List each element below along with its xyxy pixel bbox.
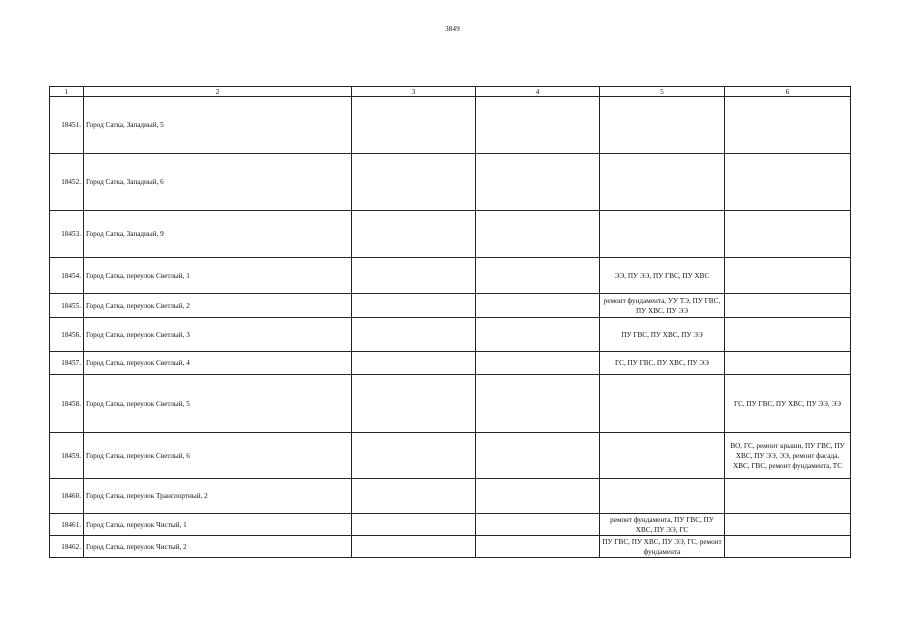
cell-col-4	[476, 97, 600, 154]
cell-col-5	[600, 433, 725, 479]
cell-col-4	[476, 375, 600, 433]
cell-col-3	[352, 318, 476, 352]
cell-col-5: ЭЭ, ПУ ЭЭ, ПУ ГВС, ПУ ХВС	[600, 258, 725, 294]
cell-col-6	[725, 514, 851, 536]
table-row	[50, 479, 851, 514]
row-number: 18460.	[50, 479, 84, 514]
cell-col-3	[352, 154, 476, 211]
row-number: 18457.	[50, 352, 84, 375]
column-header-2: 2	[84, 87, 352, 97]
column-header-4: 4	[476, 87, 600, 97]
cell-col-6: ВО, ГС, ремонт крыши, ПУ ГВС, ПУ ХВС, ПУ ЭЭ, ЭЭ, ремонт фасада, ХВС, ГВС, ремонт фундамента, ТС	[725, 433, 851, 479]
cell-col-6	[725, 294, 851, 318]
cell-col-3	[352, 294, 476, 318]
table-row	[50, 154, 851, 211]
cell-col-5	[600, 211, 725, 258]
cell-col-3	[352, 479, 476, 514]
row-address: Город Сатка, переулок Светлый, 4	[84, 352, 352, 375]
cell-col-3	[352, 97, 476, 154]
table-row	[50, 375, 851, 433]
row-address: Город Сатка, переулок Светлый, 3	[84, 318, 352, 352]
cell-col-5	[600, 154, 725, 211]
row-address: Город Сатка, переулок Светлый, 1	[84, 258, 352, 294]
row-address: Город Сатка, переулок Светлый, 2	[84, 294, 352, 318]
cell-col-4	[476, 433, 600, 479]
cell-col-6	[725, 536, 851, 558]
cell-col-6	[725, 211, 851, 258]
column-header-3: 3	[352, 87, 476, 97]
cell-col-4	[476, 211, 600, 258]
row-address: Город Сатка, Западный, 5	[84, 97, 352, 154]
cell-col-5: ремонт фундамента, УУ ТЭ, ПУ ГВС, ПУ ХВС, ПУ ЭЭ	[600, 294, 725, 318]
cell-col-4	[476, 294, 600, 318]
cell-col-3	[352, 352, 476, 375]
cell-col-4	[476, 318, 600, 352]
cell-col-6	[725, 352, 851, 375]
row-address: Город Сатка, переулок Чистый, 1	[84, 514, 352, 536]
row-number: 18461.	[50, 514, 84, 536]
cell-col-4	[476, 479, 600, 514]
row-number: 18454.	[50, 258, 84, 294]
cell-col-3	[352, 211, 476, 258]
page-number: 3849	[445, 25, 460, 33]
cell-col-3	[352, 536, 476, 558]
cell-col-6	[725, 479, 851, 514]
row-address: Город Сатка, Западный, 6	[84, 154, 352, 211]
row-number: 18462.	[50, 536, 84, 558]
cell-col-6: ГС, ПУ ГВС, ПУ ХВС, ПУ ЭЭ, ЭЭ	[725, 375, 851, 433]
table-row	[50, 318, 851, 352]
table-row	[50, 514, 851, 536]
cell-col-5	[600, 375, 725, 433]
table-row	[50, 258, 851, 294]
cell-col-3	[352, 514, 476, 536]
cell-col-6	[725, 97, 851, 154]
cell-col-4	[476, 352, 600, 375]
cell-col-3	[352, 433, 476, 479]
cell-col-5: ПУ ГВС, ПУ ХВС, ПУ ЭЭ, ГС, ремонт фундамента	[600, 536, 725, 558]
cell-col-5	[600, 479, 725, 514]
cell-col-4	[476, 258, 600, 294]
table-row	[50, 211, 851, 258]
row-address: Город Сатка, переулок Светлый, 5	[84, 375, 352, 433]
column-header-6: 6	[725, 87, 851, 97]
table-row	[50, 536, 851, 558]
cell-col-5: ПУ ГВС, ПУ ХВС, ПУ ЭЭ	[600, 318, 725, 352]
row-number: 18456.	[50, 318, 84, 352]
row-number: 18459.	[50, 433, 84, 479]
column-header-5: 5	[600, 87, 725, 97]
cell-col-5: ремонт фундамента, ПУ ГВС, ПУ ХВС, ПУ ЭЭ, ГС	[600, 514, 725, 536]
cell-col-5	[600, 97, 725, 154]
column-header-1: 1	[50, 87, 84, 97]
table-row	[50, 97, 851, 154]
row-address: Город Сатка, переулок Чистый, 2	[84, 536, 352, 558]
row-number: 18452.	[50, 154, 84, 211]
cell-col-3	[352, 375, 476, 433]
cell-col-5: ГС, ПУ ГВС, ПУ ХВС, ПУ ЭЭ	[600, 352, 725, 375]
cell-col-4	[476, 154, 600, 211]
table-row	[50, 352, 851, 375]
table-row	[50, 433, 851, 479]
cell-col-6	[725, 258, 851, 294]
cell-col-6	[725, 154, 851, 211]
registry-table	[49, 86, 851, 558]
cell-col-4	[476, 514, 600, 536]
row-number: 18455.	[50, 294, 84, 318]
row-number: 18453.	[50, 211, 84, 258]
row-address: Город Сатка, переулок Транспортный, 2	[84, 479, 352, 514]
cell-col-3	[352, 258, 476, 294]
table-row	[50, 294, 851, 318]
table-header-row	[50, 87, 851, 97]
row-address: Город Сатка, Западный, 9	[84, 211, 352, 258]
row-number: 18451.	[50, 97, 84, 154]
row-address: Город Сатка, переулок Светлый, 6	[84, 433, 352, 479]
cell-col-6	[725, 318, 851, 352]
cell-col-4	[476, 536, 600, 558]
row-number: 18458.	[50, 375, 84, 433]
